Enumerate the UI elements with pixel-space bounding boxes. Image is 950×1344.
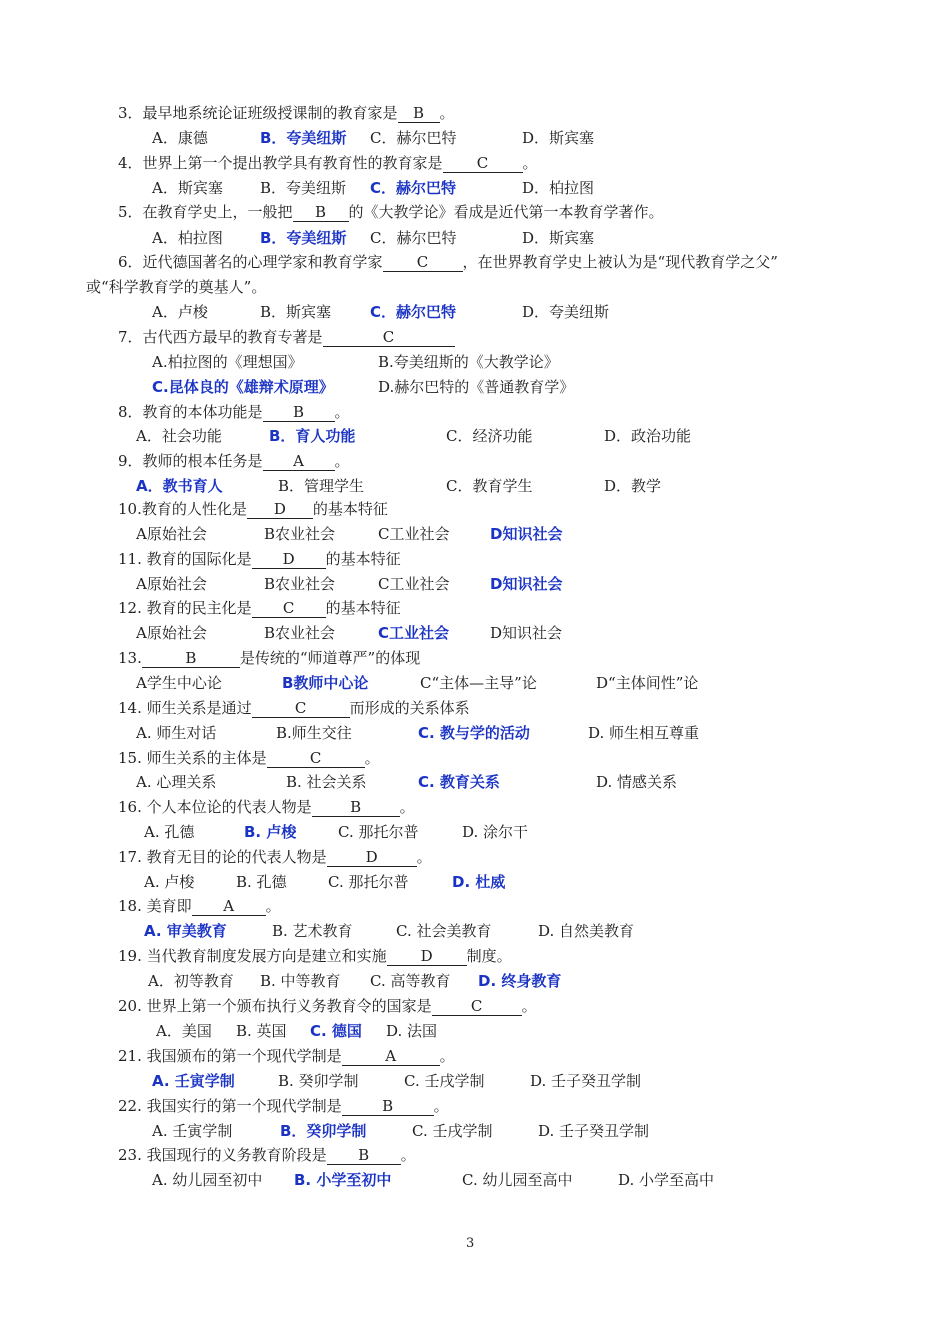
option: C．赫尔巴特 [370, 229, 457, 247]
option: A．柏拉图 [152, 229, 223, 247]
correct-option: C．赫尔巴特 [370, 179, 457, 197]
page-number: 3 [466, 1236, 475, 1251]
answer-blank: C [323, 329, 455, 347]
option-row [152, 377, 852, 397]
option: D．斯宾塞 [522, 129, 595, 147]
question-text-tail: 。 [400, 1146, 416, 1164]
option: B．管理学生 [278, 477, 365, 495]
answer-blank: A [342, 1048, 440, 1066]
question-q6 [118, 252, 778, 272]
correct-option: A. 审美教育 [144, 922, 227, 940]
option-row [136, 524, 836, 544]
option: C. 那托尔普 [338, 823, 419, 841]
option-row [136, 772, 836, 792]
option: B. 艺术教育 [272, 922, 353, 940]
option: D. 涂尔干 [462, 823, 529, 841]
answer-blank: D [387, 948, 467, 966]
option: D. 自然美教育 [538, 922, 635, 940]
option: C工业社会 [378, 525, 450, 543]
correct-option: B．癸卯学制 [280, 1122, 367, 1140]
question-text-tail: 的基本特征 [325, 599, 401, 617]
answer-blank: C [252, 600, 326, 618]
option-row [136, 623, 836, 643]
question-text: 11. 教育的国际化是 [118, 550, 252, 568]
option: C. 那托尔普 [328, 873, 409, 891]
question-q12 [118, 598, 401, 618]
option: D.赫尔巴特的《普通教育学》 [378, 378, 575, 396]
option: D. 情感关系 [596, 773, 678, 791]
option: D. 壬子癸丑学制 [538, 1122, 650, 1140]
option: D．教学 [604, 477, 662, 495]
correct-option: A. 壬寅学制 [152, 1072, 235, 1090]
question-text: 22. 我国实行的第一个现代学制是 [118, 1097, 342, 1115]
answer-blank: C [432, 998, 522, 1016]
question-text-tail: 是传统的“师道尊严”的体现 [239, 649, 421, 667]
option: A学生中心论 [136, 674, 222, 692]
question-text-tail: 而形成的关系体系 [349, 699, 470, 717]
question-q19 [118, 946, 512, 966]
question-text: 5．在教育学史上，一般把 [118, 203, 293, 221]
question-text-tail: 。 [334, 403, 350, 421]
question-text-tail: 。 [439, 1047, 455, 1065]
option: B. 社会关系 [286, 773, 367, 791]
option: D. 壬子癸丑学制 [530, 1072, 642, 1090]
answer-blank: C [252, 700, 350, 718]
option-row [152, 1121, 852, 1141]
question-q13 [118, 648, 420, 668]
question-text: 6．近代德国著名的心理学家和教育学家 [118, 253, 383, 271]
question-text-tail: 。 [265, 897, 281, 915]
answer-blank: D [252, 551, 326, 569]
option-row [152, 128, 852, 148]
option: A．初等教育 [148, 972, 234, 990]
option-row [152, 1071, 852, 1091]
option: A. 师生对话 [136, 724, 217, 742]
question-q7 [118, 327, 455, 347]
option-row [152, 1170, 852, 1190]
correct-option: C. 教与学的活动 [418, 724, 530, 742]
answer-blank: D [327, 849, 417, 867]
correct-option: A．教书育人 [136, 477, 223, 495]
option-row [136, 574, 836, 594]
option: B农业社会 [264, 624, 336, 642]
question-text: 13. [118, 649, 142, 667]
option: C．经济功能 [446, 427, 533, 445]
answer-blank: B [312, 799, 400, 817]
answer-blank: B [263, 404, 335, 422]
answer-blank: A [263, 453, 335, 471]
correct-option: B．夸美纽斯 [260, 229, 347, 247]
answer-blank: B [398, 105, 440, 123]
correct-option: B．夸美纽斯 [260, 129, 347, 147]
option: B. 中等教育 [260, 972, 341, 990]
option: B.师生交往 [276, 724, 352, 742]
question-text: 12. 教育的民主化是 [118, 599, 252, 617]
question-text: 7．古代西方最早的教育专著是 [118, 328, 323, 346]
option: C．教育学生 [446, 477, 533, 495]
correct-option: B教师中心论 [282, 674, 369, 692]
question-text-tail: 。 [521, 997, 537, 1015]
option: D．政治功能 [604, 427, 692, 445]
answer-blank: B [142, 650, 240, 668]
option: C工业社会 [378, 575, 450, 593]
question-text: 20. 世界上第一个颁布执行义务教育令的国家是 [118, 997, 432, 1015]
question-text: 3．最早地系统论证班级授课制的教育家是 [118, 104, 398, 122]
question-text-tail: 。 [399, 798, 415, 816]
question-q5 [118, 202, 664, 222]
question-text: 4．世界上第一个提出教学具有教育性的教育家是 [118, 154, 443, 172]
correct-option: C. 德国 [310, 1022, 362, 1040]
question-text-tail: 。 [334, 452, 350, 470]
option: B.夸美纽斯的《大教学论》 [378, 353, 559, 371]
question-text-tail: 。 [433, 1097, 449, 1115]
option: D. 法国 [386, 1022, 438, 1040]
option: A．斯宾塞 [152, 179, 223, 197]
option: C. 高等教育 [370, 972, 451, 990]
correct-option: C．赫尔巴特 [370, 303, 457, 321]
answer-blank: B [327, 1147, 401, 1165]
question-q15 [118, 748, 380, 768]
correct-option: C工业社会 [378, 624, 450, 642]
option: B. 孔德 [236, 873, 287, 891]
answer-blank: B [293, 204, 349, 222]
question-q10 [118, 499, 388, 519]
option: A原始社会 [136, 624, 207, 642]
answer-blank: B [342, 1098, 434, 1116]
correct-option: B. 卢梭 [244, 823, 297, 841]
question-text: 23. 我国现行的义务教育阶段是 [118, 1146, 327, 1164]
question-text: 9．教师的根本任务是 [118, 452, 263, 470]
correct-option: D. 杜威 [452, 873, 506, 891]
question-text: 14. 师生关系是通过 [118, 699, 252, 717]
question-q4 [118, 153, 538, 173]
option: B．斯宾塞 [260, 303, 332, 321]
option-row [148, 971, 848, 991]
option: A. 幼儿园至初中 [152, 1171, 263, 1189]
question-q8 [118, 402, 350, 422]
answer-blank: C [383, 254, 463, 272]
question-text-tail: 。 [522, 154, 538, 172]
question-text-tail: 。 [416, 848, 432, 866]
option: C. 社会美教育 [396, 922, 492, 940]
option: D知识社会 [490, 624, 563, 642]
option: D．柏拉图 [522, 179, 595, 197]
option: C．赫尔巴特 [370, 129, 457, 147]
question-text-tail: 的《大教学论》看成是近代第一本教育学著作。 [348, 203, 664, 221]
option-row [144, 921, 844, 941]
option: B. 癸卯学制 [278, 1072, 359, 1090]
option: A．卢梭 [152, 303, 208, 321]
question-q22 [118, 1096, 449, 1116]
option: D．夸美纽斯 [522, 303, 610, 321]
option: B. 英国 [236, 1022, 287, 1040]
question-text-tail: 制度。 [466, 947, 512, 965]
option: A. 心理关系 [136, 773, 217, 791]
question-text: 8．教育的本体功能是 [118, 403, 263, 421]
answer-blank: D [247, 501, 313, 519]
option: A. 壬寅学制 [152, 1122, 233, 1140]
question-text-tail: ，在世界教育学史上被认为是“现代教育学之父” [462, 253, 778, 271]
correct-option: B. 小学至初中 [294, 1171, 392, 1189]
question-q3 [118, 103, 455, 123]
option-row [156, 1021, 856, 1041]
question-q21 [118, 1046, 455, 1066]
option: A. 孔德 [144, 823, 195, 841]
option-row [152, 302, 852, 322]
option: A原始社会 [136, 525, 207, 543]
question-text-tail: 的基本特征 [325, 550, 401, 568]
correct-option: C. 教育关系 [418, 773, 500, 791]
question-text: 19. 当代教育制度发展方向是建立和实施 [118, 947, 387, 965]
question-q18 [118, 896, 281, 916]
question-text: 10.教育的人性化是 [118, 500, 247, 518]
question-text: 18. 美育即 [118, 897, 192, 915]
answer-blank: C [267, 750, 365, 768]
option: A．社会功能 [136, 427, 222, 445]
correct-option: D知识社会 [490, 575, 563, 593]
question-text-tail: 的基本特征 [312, 500, 388, 518]
option: A．康德 [152, 129, 208, 147]
option: C. 壬戌学制 [412, 1122, 493, 1140]
option: A.柏拉图的《理想国》 [152, 353, 303, 371]
answer-blank: C [443, 155, 523, 173]
question-q14 [118, 698, 470, 718]
option: B．夸美纽斯 [260, 179, 347, 197]
question-text-tail: 。 [364, 749, 380, 767]
option: B农业社会 [264, 575, 336, 593]
option-row [152, 228, 852, 248]
option: D. 师生相互尊重 [588, 724, 700, 742]
correct-option: D. 终身教育 [478, 972, 562, 990]
option-row [144, 872, 844, 892]
option-row [152, 352, 852, 372]
question-text: 15. 师生关系的主体是 [118, 749, 267, 767]
question-continuation: 或“科学教育学的奠基人”。 [86, 278, 267, 296]
question-q9 [118, 451, 350, 471]
question-q11 [118, 549, 401, 569]
answer-blank: A [192, 898, 266, 916]
question-q17 [118, 847, 432, 867]
option: C. 幼儿园至高中 [462, 1171, 573, 1189]
question-q20 [118, 996, 537, 1016]
question-text-tail: 。 [439, 104, 455, 122]
question-q16 [118, 797, 415, 817]
correct-option: D知识社会 [490, 525, 563, 543]
option: A原始社会 [136, 575, 207, 593]
option: C“主体—主导”论 [420, 674, 537, 692]
option-row [152, 178, 852, 198]
question-text: 21. 我国颁布的第一个现代学制是 [118, 1047, 342, 1065]
option: D“主体间性”论 [596, 674, 699, 692]
question-text: 16. 个人本位论的代表人物是 [118, 798, 312, 816]
correct-option: B．育人功能 [269, 427, 356, 445]
option-row [136, 476, 836, 496]
option: B农业社会 [264, 525, 336, 543]
option-row [136, 426, 836, 446]
option: A. 卢梭 [144, 873, 195, 891]
option: D．斯宾塞 [522, 229, 595, 247]
option-row [136, 723, 836, 743]
question-q23 [118, 1145, 416, 1165]
option-row [136, 673, 836, 693]
question-text: 17. 教育无目的论的代表人物是 [118, 848, 327, 866]
correct-option: C.昆体良的《雄辩术原理》 [152, 378, 334, 396]
option: C. 壬戌学制 [404, 1072, 485, 1090]
option: D. 小学至高中 [618, 1171, 715, 1189]
option: A．美国 [156, 1022, 212, 1040]
option-row [144, 822, 844, 842]
